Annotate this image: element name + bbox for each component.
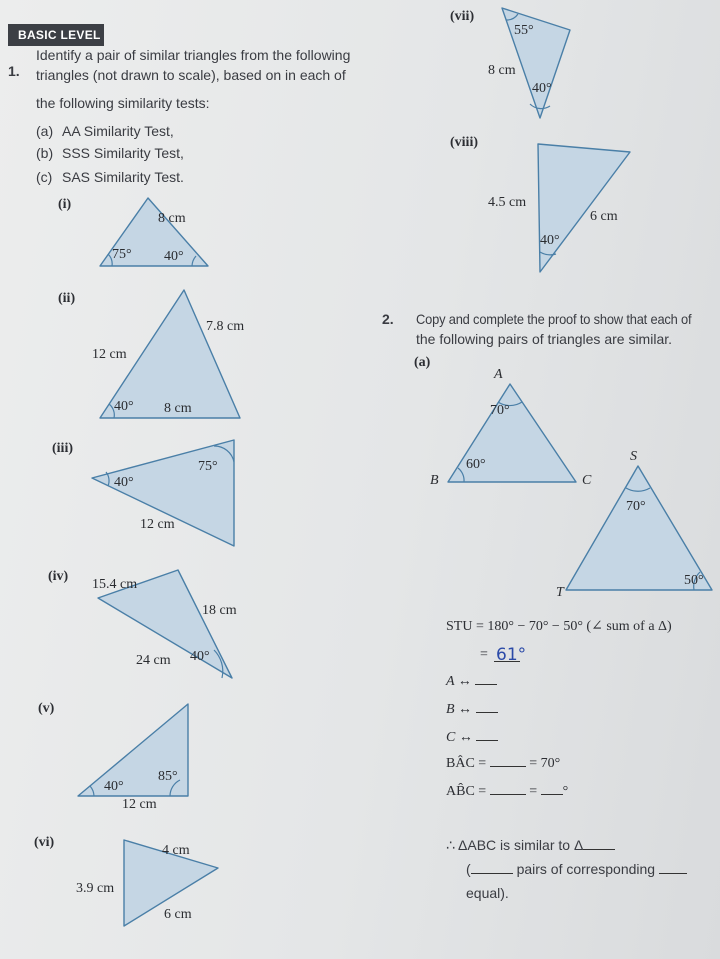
- handwritten-answer: 61°: [496, 645, 527, 665]
- tri-v-side-12: 12 cm: [122, 797, 157, 812]
- triangle-i-label: (i): [58, 197, 72, 212]
- q2-stem-line1: [416, 310, 715, 328]
- test-b-text: SSS Similarity Test,: [62, 145, 184, 161]
- test-c-text: SAS Similarity Test.: [62, 169, 184, 185]
- blank-triangle[interactable]: [583, 837, 615, 850]
- tri-ii-side-78: 7.8 cm: [206, 319, 245, 334]
- blank-b[interactable]: [476, 700, 498, 713]
- blank-type[interactable]: [659, 861, 687, 874]
- blank-c[interactable]: [476, 728, 498, 741]
- tri-viii-side-45: 4.5 cm: [488, 195, 527, 210]
- proof-abc-mid: =: [529, 784, 538, 799]
- vertex-b: B: [430, 473, 439, 488]
- blank-pairs[interactable]: [471, 861, 513, 874]
- tri-vi-side-6: 6 cm: [164, 907, 192, 922]
- abc-angle-b: 60°: [466, 457, 486, 472]
- tri-i-angle-75: 75°: [112, 247, 132, 262]
- proof-bac-text: BÂC =: [446, 756, 487, 771]
- tri-iv-side-24: 24 cm: [136, 653, 171, 668]
- proof-therefore: [446, 836, 615, 854]
- tri-vi-side-4: 4 cm: [162, 843, 190, 858]
- test-a-text: AA Similarity Test,: [62, 123, 174, 139]
- proof-abc-text: AB̂C =: [446, 784, 487, 799]
- test-a-label: (a): [36, 123, 54, 139]
- test-b-label: (b): [36, 145, 54, 161]
- proof-abc: [446, 782, 568, 801]
- q1-stem-line3: the following similarity tests:: [36, 95, 210, 111]
- proof-therefore-text: ∴ ΔABC is similar to Δ: [446, 837, 584, 853]
- tri-vii-side-8: 8 cm: [488, 63, 516, 78]
- tri-v-angle-85: 85°: [158, 769, 178, 784]
- triangle-v-label: (v): [38, 701, 55, 716]
- proof-b-map: [446, 700, 498, 719]
- stu-angle-u: 50°: [684, 573, 704, 588]
- tri-viii-angle-40: 40°: [540, 233, 560, 248]
- triangle-ii-label: (ii): [58, 291, 76, 306]
- proof-bac-tail: = 70°: [529, 756, 561, 771]
- triangle-iii-label: (iii): [52, 441, 73, 456]
- triangle-viii: [538, 144, 630, 272]
- tri-vii-angle-55: 55°: [514, 23, 534, 38]
- proof-pairs-text: pairs of corresponding: [516, 861, 656, 877]
- q1-stem-line1: Identify a pair of similar triangles from the following: [36, 47, 351, 63]
- proof-c-map-text: C ↔: [446, 730, 473, 745]
- proof-a-map: [446, 672, 497, 691]
- tri-iv-angle-40: 40°: [190, 649, 210, 664]
- tri-vii-angle-40: 40°: [532, 81, 552, 96]
- tri-ii-side-12: 12 cm: [92, 347, 127, 362]
- proof-b-map-text: B ↔: [446, 702, 473, 717]
- blank-abc-1[interactable]: [490, 782, 526, 795]
- vertex-t: T: [556, 585, 564, 600]
- abc-angle-a: 70°: [490, 403, 510, 418]
- proof-equals: =: [480, 647, 488, 662]
- proof-a-map-text: A ↔: [446, 674, 472, 689]
- blank-abc-2[interactable]: [541, 782, 563, 795]
- tri-iii-angle-75: 75°: [198, 459, 218, 474]
- blank-a[interactable]: [475, 672, 497, 685]
- q1-stem-line2: triangles (not drawn to scale), based on in each of: [36, 67, 346, 83]
- proof-paren: (: [466, 861, 471, 877]
- vertex-a: A: [494, 367, 503, 382]
- tri-i-side: 8 cm: [158, 211, 186, 226]
- q2-number: 2.: [382, 311, 394, 327]
- tri-iii-side-12: 12 cm: [140, 517, 175, 532]
- level-badge: BASIC LEVEL: [8, 24, 104, 46]
- vertex-c: C: [582, 473, 592, 488]
- test-c-label: (c): [36, 169, 53, 185]
- triangle-vii-label: (vii): [450, 9, 475, 24]
- q2-part-a: (a): [414, 355, 431, 370]
- tri-ii-angle-40: 40°: [114, 399, 134, 414]
- triangle-viii-label: (viii): [450, 135, 478, 150]
- tri-iii-angle-40: 40°: [114, 475, 134, 490]
- tri-v-angle-40: 40°: [104, 779, 124, 794]
- vertex-s: S: [630, 449, 637, 464]
- stu-angle-s: 70°: [626, 499, 646, 514]
- tri-viii-side-6: 6 cm: [590, 209, 618, 224]
- tri-ii-side-8: 8 cm: [164, 401, 192, 416]
- tri-vi-side-39: 3.9 cm: [76, 881, 115, 896]
- tri-iv-side-154: 15.4 cm: [92, 577, 138, 592]
- triangle-vi-label: (vi): [34, 835, 55, 850]
- tri-iv-side-18: 18 cm: [202, 603, 237, 618]
- proof-bac: [446, 754, 560, 773]
- proof-pairs: [466, 860, 687, 878]
- proof-c-map: [446, 728, 498, 747]
- proof-abc-tail: °: [562, 784, 569, 799]
- q2-stem-line2: the following pairs of triangles are similar.: [416, 331, 673, 347]
- tri-i-angle-40: 40°: [164, 249, 184, 264]
- proof-answer-line: [494, 660, 520, 662]
- proof-stu: STU = 180° − 70° − 50° (∠ sum of a Δ): [446, 619, 672, 634]
- q1-number: 1.: [8, 63, 20, 79]
- proof-equal: equal).: [466, 885, 509, 901]
- triangle-iv-label: (iv): [48, 569, 69, 584]
- blank-bac[interactable]: [490, 754, 526, 767]
- q2-stem-line1-text: Copy and complete the proof to show that each of: [416, 311, 692, 327]
